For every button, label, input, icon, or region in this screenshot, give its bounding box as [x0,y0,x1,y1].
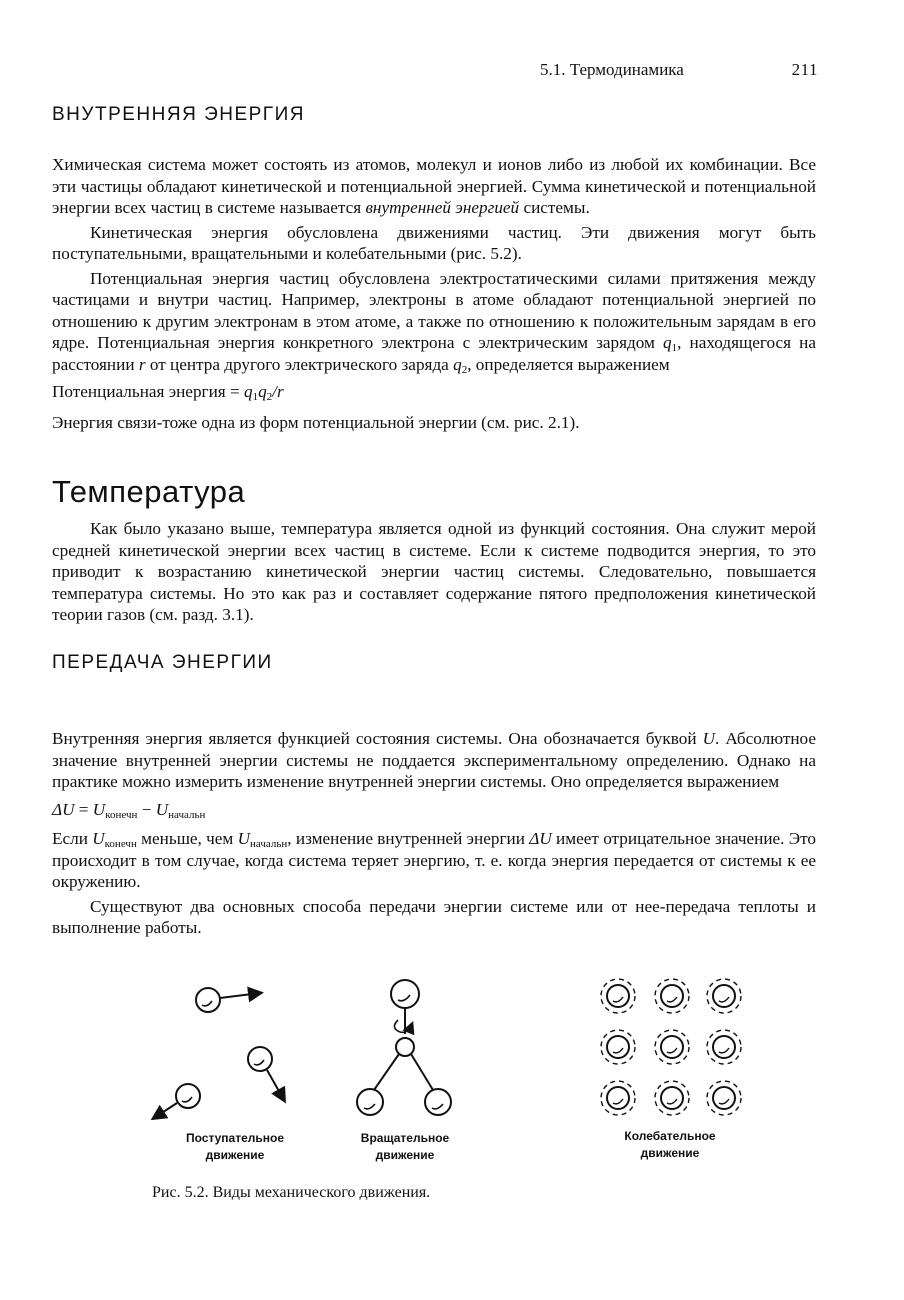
translational-motion-drawing [154,988,284,1118]
subscript: начальн [250,838,288,850]
paragraph-potential [52,268,816,376]
section-title: 5.1. Термодинамика [540,60,684,79]
paragraph-negative-change [52,828,816,893]
paragraph-text: от центра другого электрического заряда [145,354,454,374]
figure-mechanical-motion [140,972,760,1172]
paragraph-state-function [52,728,816,793]
formula-operator: − [137,799,156,819]
paragraph-text: Внутренняя энергия является функцией состояния системы. Она обозначается буквой [52,729,703,748]
subscript: 1 [252,391,259,403]
paragraph-kinetic: Кинетическая энергия обусловлена движениями частиц. Эти движения могут быть поступательными, вращательными и колебательными (рис. 5.2). [52,222,816,263]
formula-label: Потенциальная энергия = [52,382,244,401]
term-internal-energy: внутренней энергией [365,198,520,217]
energy-transfer-heading: ПЕРЕДАЧА ЭНЕРГИИ [52,652,273,673]
temperature-heading: Температура [52,474,246,509]
symbol-delta-u: ΔU [52,799,75,819]
rotational-motion-drawing [357,980,451,1115]
symbol-u: U [92,799,106,819]
paragraph-text: . Абсолютное значение внутренней энергии системы не поддается экспериментальному определению. Однако на практике можно измерить изменение внутренней энергии системы. Оно определяется выражением [52,729,816,791]
temperature-text [52,518,816,626]
subscript: 1 [671,342,678,354]
symbol-q: q [258,382,267,401]
symbol-delta-u: ΔU [529,829,552,848]
symbol-r: /r [272,382,284,401]
paragraph-text: , изменение внутренней энергии [287,829,530,848]
paragraph-text: системы. [519,198,590,217]
paragraph-text: , находящегося на расстоянии [52,333,816,374]
internal-energy-heading: ВНУТРЕННЯЯ ЭНЕРГИЯ [52,104,305,125]
symbol-q: q [453,354,462,374]
symbol-q: q [663,333,672,352]
label-vibrational: Колебательное движение [624,1129,716,1160]
energy-transfer-text [52,728,816,939]
paragraph-text: Если [52,829,93,848]
paragraph-text: Потенциальная энергия частиц обусловлена электростатическими силами притяжения между частицами и внутри частиц. Например, электроны в атоме обладают потенциальной энергией по отношению к другим электронам в этом атоме, а также по отношению к положительным зарядам в его ядре. Потенциальная энергия конкретного электрона с электрическим зарядом [52,268,816,352]
paragraph-text: имеет отрицательное значение. Это происходит в том случае, когда система теряет энергию, т. е. когда энергия передается от системы к ее окружению. [52,829,816,891]
figure-caption: Рис. 5.2. Виды механического движения. [152,1184,431,1201]
paragraph-temperature: Как было указано выше, температура является одной из функций состояния. Она служит мерой средней кинетической энергии всех частиц в системе. Если к системе подводится энергия, то это приводит к возрастанию кинетической энергии частиц системы. Следовательно, повышается температура системы. Но это как раз и составляет содержание пятого предположения кинетической теории газов (см. разд. 3.1). [52,519,816,624]
subscript: конечн [104,838,137,850]
paragraph-text: Химическая система может состоять из атомов, молекул и ионов либо из любой их комбинации. Все эти частицы обладают кинетической и потенциальной энергией. Сумма кинетической и потенциальной энергии всех частиц в системе называется [52,155,816,217]
symbol-u: U [702,729,716,748]
delta-u-formula [52,799,816,821]
label-rotational: Вращательное движение [360,1131,450,1162]
page-number: 211 [791,60,818,79]
subscript: 2 [461,363,468,376]
paragraph-text: , определяется выражением [467,354,670,374]
formula-operator: = [74,799,93,819]
subscript: начальн [168,808,206,821]
vibrational-motion-drawing [601,979,741,1115]
subscript: конечн [105,808,138,821]
subscript: 2 [266,391,273,403]
motion-diagram [140,972,760,1132]
label-translational: Поступательное движение [185,1131,285,1162]
paragraph-two-ways: Существуют два основных способа передачи энергии системе или от нее-передача теплоты и выполнение работы. [52,896,816,937]
symbol-r: r [138,354,146,374]
symbol-u: U [155,799,169,819]
paragraph [52,154,816,219]
potential-energy-formula [52,381,816,403]
paragraph-text: меньше, чем [136,829,238,848]
symbol-u: U [237,829,251,848]
internal-energy-text [52,154,816,433]
running-head [540,60,818,80]
symbol-u: U [92,829,105,848]
paragraph-bond-energy: Энергия связи-тоже одна из форм потенциальной энергии (см. рис. 2.1). [52,412,580,432]
symbol-q: q [243,382,253,401]
